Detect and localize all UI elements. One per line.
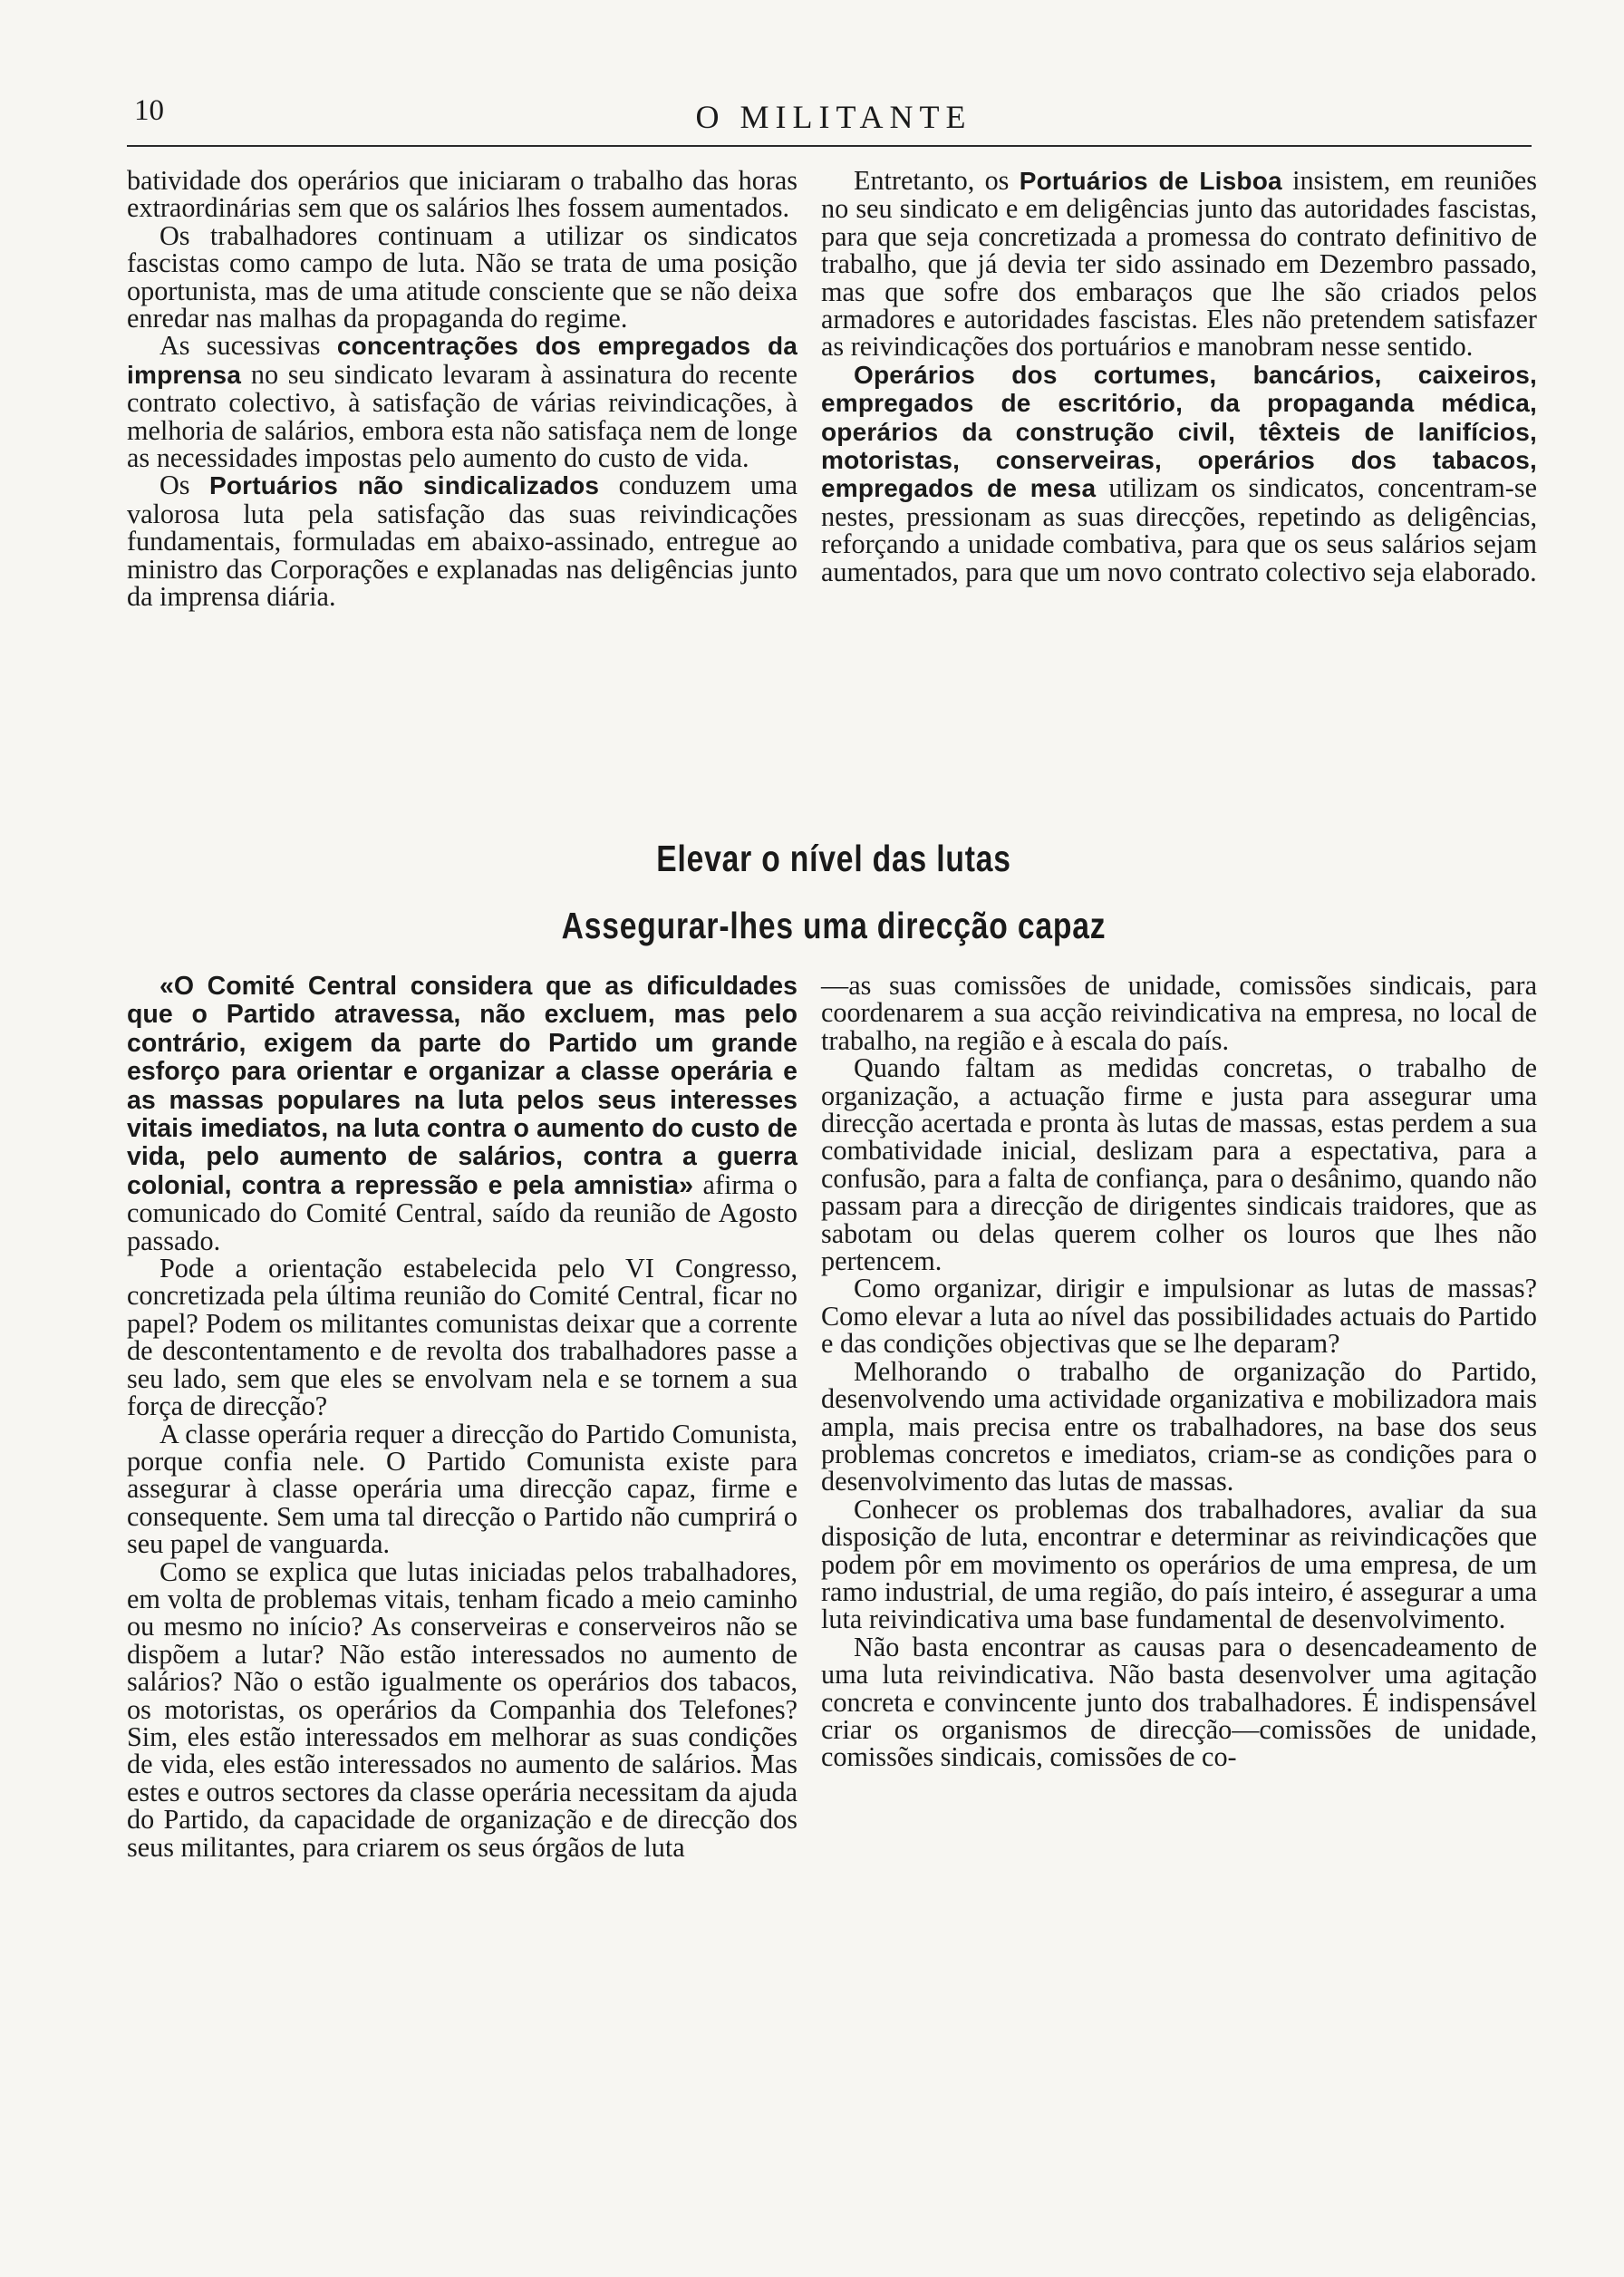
headline-subtitle: Assegurar-lhes uma direcção capaz [561, 905, 1107, 946]
text-run: afirma o comunicado do Comité Central, saído da reunião de Agosto passado. [127, 1168, 798, 1256]
paragraph: batividade dos operários que iniciaram o trabalho das horas extraordinárias sem que os salários lhes fossem aumentados. [127, 165, 798, 224]
paragraph: Melhorando o trabalho de organização do Partido, desenvolvendo uma actividade organizativa e mobilizadora mais ampla, mais precisa entre os trabalhadores, na base dos seus problemas concretos e imediatos, criam-se as condições para o desenvolvimento das lutas de massas. [821, 1355, 1537, 1497]
paragraph [127, 470, 798, 613]
paragraph: Não basta encontrar as causas para o desencadeamento de uma luta reivindicativa. Não basta desenvolver uma agitação concreta e convincente junto dos trabalhadores. É indispensável criar os organismos de direcção—comissões de unidade, comissões sindicais, comissões de co- [821, 1631, 1537, 1773]
paragraph: Como se explica que lutas iniciadas pelos trabalhadores, em volta de problemas vitais, tenham ficado a meio caminho ou mesmo no início? As conserveiras e conserveiros não se dispõem a lutar? Não estão interessados no aumento de salários? Não o estão igualmente os operários dos tabacos, os motoristas, os operários da Companhia dos Telefones? Sim, eles estão interessados em melhorar as suas condições de vida, eles estão interessados no aumento de salários. Mas estes e outros sectores da classe operária necessitam da ajuda do Partido, da capacidade de organização e de direcção dos seus militantes, para criarem os seus órgãos de luta [127, 1555, 798, 1863]
bold-text-run: Portuários não sindicalizados [208, 471, 600, 500]
header-rule [127, 145, 1532, 147]
paragraph: Pode a orientação estabelecida pelo VI Congresso, concretizada pela última reunião do Comité Central, ficar no papel? Podem os militantes comunistas deixar que a corrente de descontentamento e de revolta dos trabalhadores passe a seu lado, sem que eles se envolvam nela e se tornem a sua força de direcção? [127, 1253, 798, 1422]
paragraph: Como organizar, dirigir e impulsionar as lutas de massas? Como elevar a luta ao nível das possibilidades actuais do Partido e das condições objectivas que se lhe deparam? [821, 1273, 1537, 1360]
bold-text-run: Portuários de Lisboa [1019, 167, 1282, 195]
paragraph [127, 330, 798, 474]
paragraph: A classe operária requer a direcção do Partido Comunista, porque confia nele. O Partido Comunista existe para assegurar à classe operária uma direcção capaz, firme e consequente. Sem uma tal direcção o Partido não cumprirá o seu papel de vanguarda. [127, 1418, 798, 1560]
bottom-right-column [821, 972, 1537, 1771]
paragraph: Quando faltam as medidas concretas, o trabalho de organização, a actuação firme e justa para assegurar uma direcção acertada e pronta às lutas de massas, estas perdem a sua combatividade inicial, deslizam para a espectativa, para a confusão, para a falta de confiança, para o desânimo, quando não passam para a direcção de dirigentes sindicais traidores, que as sabotam ou delas querem colher os louros que lhes não pertencem. [821, 1052, 1537, 1277]
text-run: As sucessivas [160, 330, 321, 362]
text-run: insistem, em reuniões no seu sindicato e em deligências junto das autoridades fascistas, para que seja concretizada a promessa do contrato definitivo de trabalho, que já devia ter sido assinado em Dezembro passado, mas que sofre dos embaraços que lhe são criados pelos armadores e autoridades fascistas. Eles não pretendem satisfazer as reivindicações dos portuários e manobram nesse sentido. [821, 165, 1538, 363]
headline-title: Elevar o nível das lutas [656, 838, 1011, 879]
paragraph: Os trabalhadores continuam a utilizar os sindicatos fascistas como campo de luta. Não se trata de uma posição oportunista, mas de uma atitude consciente que se não deixa enredar nas malhas da propaganda do regime. [127, 219, 798, 334]
page-header [127, 94, 1541, 140]
bottom-left-column [127, 972, 798, 1861]
text-run: Entretanto, os [854, 165, 1010, 196]
bold-quote: «O Comité Central considera que as dificuldades que o Partido atravessa, não excluem, mas pelo contrário, exigem da parte do Partido um grande esforço para orientar e organizar a classe operária e as massas populares na luta pelos seus interesses vitais imediatos, na luta contra o aumento do custo de vida, pelo aumento de salários, contra a guerra colonial, contra a repressão e pela amnistia» [127, 972, 798, 1200]
page-number: 10 [134, 94, 164, 127]
paragraph [127, 972, 798, 1255]
text-run: Os [160, 470, 190, 501]
journal-title: O MILITANTE [695, 99, 972, 135]
paragraph [821, 361, 1537, 586]
top-right-column [821, 167, 1537, 586]
text-run: utilizam os sindicatos, concentram-se nestes, pressionam as suas direcções, repetindo as deligências, reforçando a unidade combativa, para que os seus salários sejam aumentados, para que um novo contrato colectivo seja elaborado. [821, 472, 1537, 587]
paragraph: —as suas comissões de unidade, comissões sindicais, para coordenarem a sua acção reivindicativa na empresa, no local de trabalho, na região e à escala do país. [821, 970, 1537, 1056]
bold-text-run: Operários dos cortumes, bancários, caixeiros, empregados de escritório, da propaganda médica, operários da construção civil, têxteis de lanifícios, motoristas, conserveiras, operários dos tabacos, empregados de mesa [821, 360, 1537, 503]
bold-text-run: concentrações dos empregados da imprensa [127, 332, 798, 389]
top-left-column [127, 167, 798, 611]
paragraph: Conhecer os problemas dos trabalhadores, avaliar da sua disposição de luta, encontrar e determinar as reivindicações que podem pôr em movimento os operários de uma empresa, de um ramo industrial, de uma região, do país inteiro, é assegurar a uma luta reivindicativa uma base fundamental de desenvolvimento. [821, 1493, 1537, 1635]
text-run: no seu sindicato levaram à assinatura do recente contrato colectivo, à satisfação de várias reivindicações, à melhoria de salários, embora esta não satisfaça nem de longe as necessidades impostas pelo aumento do custo de vida. [127, 358, 798, 474]
paragraph [821, 167, 1537, 361]
text-run: conduzem uma valorosa luta pela satisfação das suas reivindicações fundamentais, formuladas em abaixo-assinado, entregue ao ministro das Corporações e explanadas nas deligências junto da imprensa diária. [127, 470, 798, 613]
